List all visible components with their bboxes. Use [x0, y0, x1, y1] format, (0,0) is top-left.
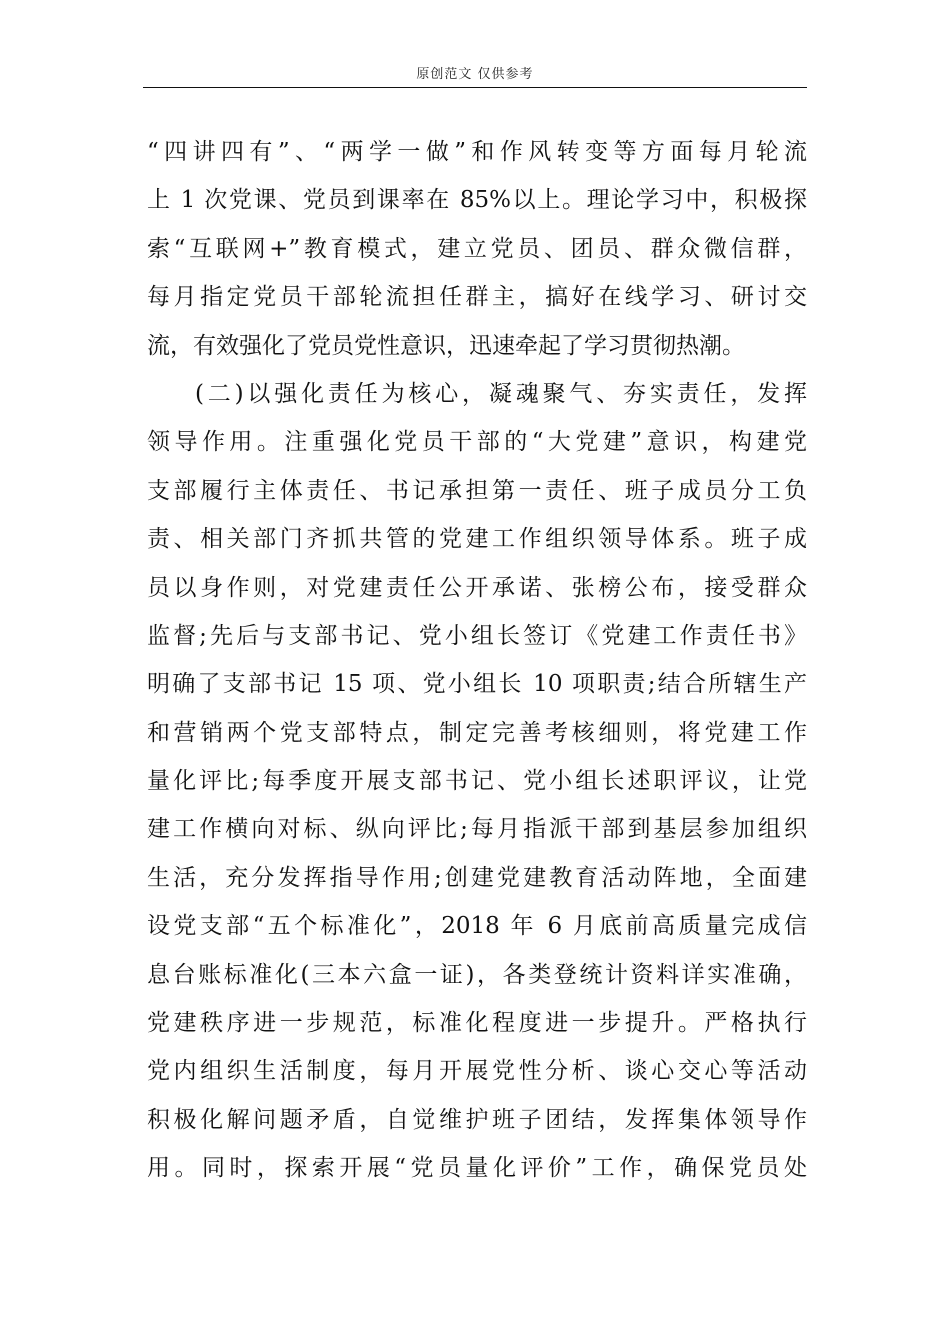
- text-line: 用。同时，探索开展“党员量化评价”工作，确保党员处: [147, 1155, 807, 1182]
- body-text: [147, 128, 807, 1193]
- text-line: 和营销两个党支部特点，制定完善考核细则，将党建工作: [147, 719, 807, 746]
- text-line: 责、相关部门齐抓共管的党建工作组织领导体系。班子成: [147, 526, 807, 553]
- text-line: 建工作横向对标、纵向评比;每月指派干部到基层参加组织: [147, 816, 807, 843]
- text-line: 领导作用。注重强化党员干部的“大党建”意识，构建党: [147, 429, 807, 456]
- header-rule: [143, 87, 807, 88]
- text-line: 明确了支部书记 15 项、党小组长 10 项职责;结合所辖生产: [147, 671, 807, 698]
- text-line: 党建秩序进一步规范，标准化程度进一步提升。严格执行: [147, 1010, 807, 1037]
- text-line: 监督;先后与支部书记、党小组长签订《党建工作责任书》: [147, 622, 807, 649]
- text-line: 索“互联网+”教育模式，建立党员、团员、群众微信群，: [147, 235, 807, 262]
- text-line: 生活，充分发挥指导作用;创建党建教育活动阵地，全面建: [147, 864, 807, 891]
- text-line: 党内组织生活制度，每月开展党性分析、谈心交心等活动: [147, 1058, 807, 1085]
- text-line: “四讲四有”、“两学一做”和作风转变等方面每月轮流: [147, 139, 807, 165]
- text-line: 流，有效强化了党员党性意识，迅速牵起了学习贯彻热潮。: [147, 332, 745, 359]
- text-line: (二)以强化责任为核心，凝魂聚气、夯实责任，发挥: [195, 380, 807, 407]
- text-line: 息台账标准化(三本六盒一证)，各类登统计资料详实准确，: [147, 961, 807, 988]
- text-line: 积极化解问题矛盾，自觉维护班子团结，发挥集体领导作: [147, 1106, 807, 1133]
- page-header: 原创范文 仅供参考: [416, 67, 534, 82]
- text-line: 支部履行主体责任、书记承担第一责任、班子成员分工负: [147, 477, 807, 504]
- text-line: 上 1 次党课、党员到课率在 85%以上。理论学习中，积极探: [147, 187, 807, 214]
- text-line: 每月指定党员干部轮流担任群主，搞好在线学习、研讨交: [147, 284, 807, 311]
- text-line: 设党支部“五个标准化”，2018 年 6 月底前高质量完成信: [147, 913, 807, 940]
- text-line: 员以身作则，对党建责任公开承诺、张榜公布，接受群众: [147, 574, 807, 601]
- text-line: 量化评比;每季度开展支部书记、党小组长述职评议，让党: [147, 768, 807, 795]
